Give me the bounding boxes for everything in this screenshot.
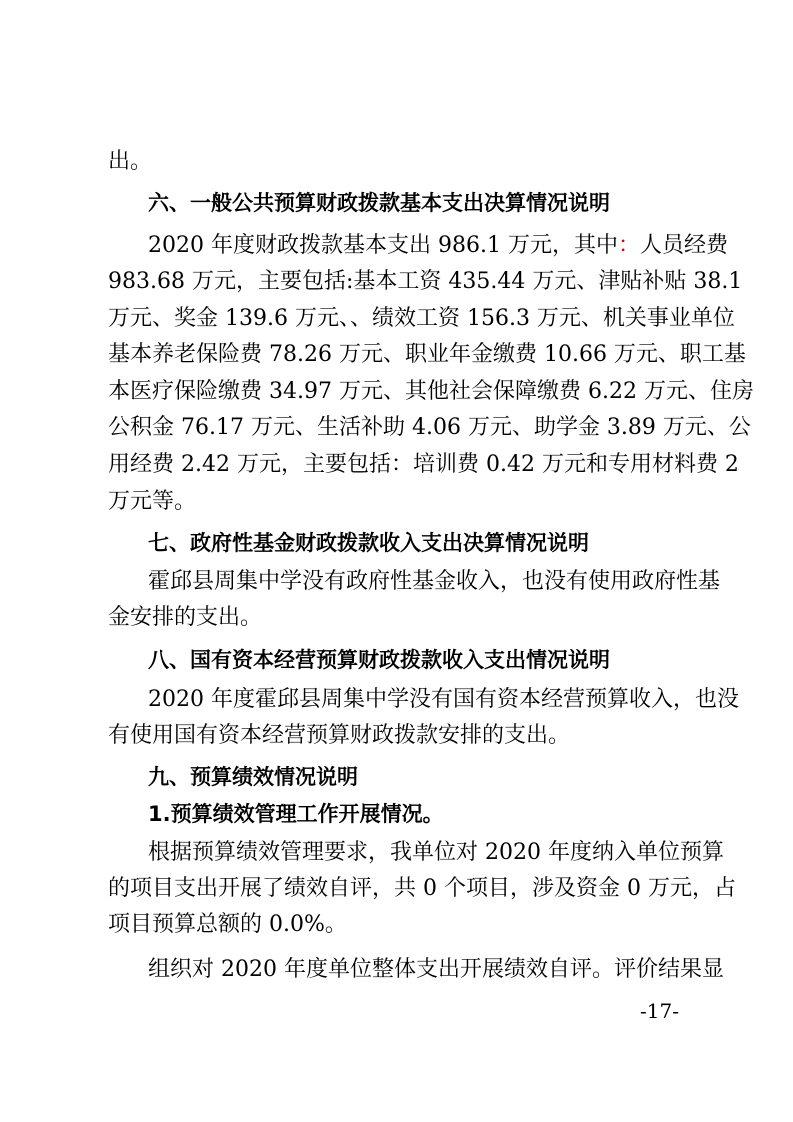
text-line xyxy=(148,231,728,261)
text-line: 2020 年度霍邱县周集中学没有国有资本经营预算收入，也没 xyxy=(148,687,739,712)
section-heading-9: 九、预算绩效情况说明 xyxy=(148,765,358,789)
text-line: 的项目支出开展了绩效自评，共 0 个项目，涉及资金 0 万元，占 xyxy=(108,876,736,901)
section-heading-6: 六、一般公共预算财政拨款基本支出决算情况说明 xyxy=(148,191,610,215)
colon-mark: ： xyxy=(617,233,640,258)
page-number: -17- xyxy=(640,999,679,1023)
text-line: 金安排的支出。 xyxy=(108,605,263,630)
text-line: 本医疗保险缴费 34.97 万元、其他社会保障缴费 6.22 万元、住房 xyxy=(108,379,754,404)
text-line: 983.68 万元，主要包括:基本工资 435.44 万元、津贴补贴 38.1 xyxy=(108,269,743,294)
text-line: 基本养老保险费 78.26 万元、职业年金缴费 10.66 万元、职工基 xyxy=(108,342,746,367)
section-heading-7: 七、政府性基金财政拨款收入支出决算情况说明 xyxy=(148,531,589,555)
text-line: 公积金 76.17 万元、生活补助 4.06 万元、助学金 3.89 万元、公 xyxy=(108,415,751,440)
text-line: 有使用国有资本经营预算财政拨款安排的支出。 xyxy=(108,723,571,748)
text-line: 根据预算绩效管理要求，我单位对 2020 年度纳入单位预算 xyxy=(148,840,724,865)
text-segment: 2020 年度财政拨款基本支出 986.1 万元，其中 xyxy=(148,233,618,258)
text-line: 组织对 2020 年度单位整体支出开展绩效自评。评价结果显 xyxy=(148,957,724,982)
text-line: 万元、奖金 139.6 万元、、绩效工资 156.3 万元、机关事业单位 xyxy=(108,306,735,331)
text-line: 出。 xyxy=(108,149,153,174)
text-line: 项目预算总额的 0.0%。 xyxy=(108,912,347,937)
text-line: 用经费 2.42 万元，主要包括：培训费 0.42 万元和专用材料费 2 xyxy=(108,452,739,477)
text-line: 霍邱县周集中学没有政府性基金收入，也没有使用政府性基 xyxy=(148,569,721,594)
text-line: 万元等。 xyxy=(108,489,197,514)
section-heading-8: 八、国有资本经营预算财政拨款收入支出情况说明 xyxy=(148,648,610,672)
text-segment: 人员经费 xyxy=(639,233,728,258)
subsection-heading: 1.预算绩效管理工作开展情况。 xyxy=(148,802,444,826)
